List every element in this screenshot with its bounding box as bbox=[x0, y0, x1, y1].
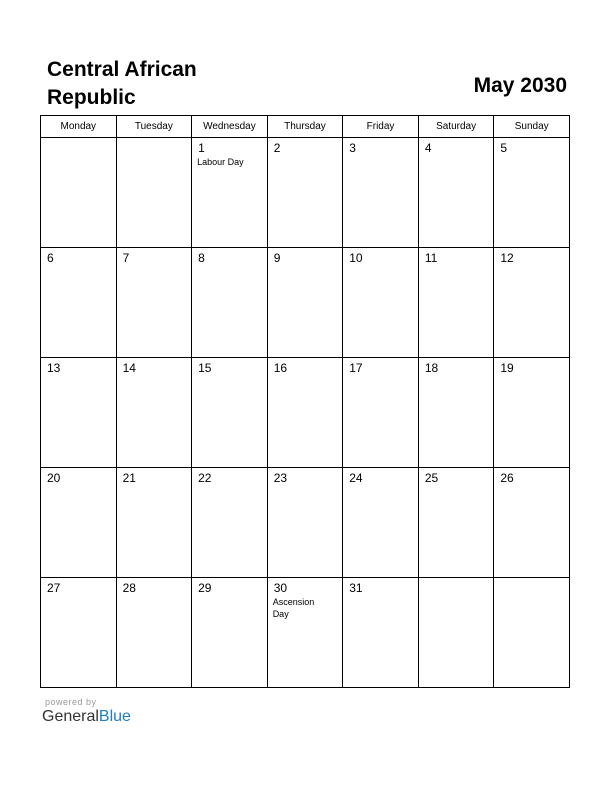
day-cell bbox=[343, 248, 419, 358]
day-number: 14 bbox=[122, 361, 136, 375]
day-number: 1 bbox=[198, 141, 205, 155]
weekday-wednesday: Wednesday bbox=[192, 116, 268, 138]
day-number bbox=[419, 578, 494, 581]
day-number bbox=[117, 138, 192, 141]
day-cell bbox=[116, 138, 192, 248]
day-cell bbox=[494, 358, 570, 468]
day-cell bbox=[192, 248, 268, 358]
powered-by-text: powered by bbox=[45, 697, 97, 707]
day-cell bbox=[267, 358, 343, 468]
day-cell bbox=[418, 138, 494, 248]
weekday-sunday: Sunday bbox=[494, 116, 570, 138]
day-number: 27 bbox=[47, 581, 61, 595]
footer bbox=[42, 697, 131, 727]
day-cell bbox=[494, 138, 570, 248]
day-cell bbox=[494, 248, 570, 358]
weekday-monday: Monday bbox=[41, 116, 117, 138]
day-cell bbox=[343, 578, 419, 688]
day-cell bbox=[418, 248, 494, 358]
calendar-grid bbox=[40, 115, 570, 688]
day-cell bbox=[343, 138, 419, 248]
day-cell bbox=[343, 468, 419, 578]
country-title bbox=[47, 56, 307, 112]
day-number: 4 bbox=[424, 141, 432, 155]
day-cell bbox=[192, 578, 268, 688]
day-number: 7 bbox=[122, 251, 130, 265]
day-cell bbox=[116, 358, 192, 468]
day-cell bbox=[494, 468, 570, 578]
day-cell bbox=[418, 578, 494, 688]
day-number: 6 bbox=[47, 251, 54, 265]
day-number: 9 bbox=[273, 251, 281, 265]
day-cell bbox=[41, 138, 117, 248]
day-number: 19 bbox=[500, 361, 514, 375]
day-cell bbox=[116, 578, 192, 688]
calendar-table bbox=[40, 115, 570, 688]
day-cell bbox=[343, 358, 419, 468]
day-number: 28 bbox=[122, 581, 136, 595]
day-number: 2 bbox=[273, 141, 281, 155]
day-cell bbox=[41, 248, 117, 358]
month-year-title: May 2030 bbox=[473, 74, 567, 97]
weekday-friday: Friday bbox=[343, 116, 419, 138]
holiday-label: Labour Day bbox=[197, 157, 244, 167]
day-cell bbox=[192, 138, 268, 248]
week-row bbox=[41, 248, 570, 358]
day-cell bbox=[267, 468, 343, 578]
day-number: 26 bbox=[500, 471, 514, 485]
brand-blue: Blue bbox=[98, 708, 131, 725]
day-cell bbox=[494, 578, 570, 688]
day-number: 29 bbox=[198, 581, 212, 595]
holiday-label: Ascension Day bbox=[272, 597, 315, 619]
day-number: 31 bbox=[349, 581, 363, 595]
day-number: 20 bbox=[47, 471, 61, 485]
day-number: 10 bbox=[349, 251, 363, 265]
day-number: 18 bbox=[424, 361, 439, 375]
day-number: 12 bbox=[500, 251, 514, 265]
day-number: 11 bbox=[424, 251, 438, 265]
weeks-body bbox=[41, 138, 570, 688]
day-cell bbox=[192, 358, 268, 468]
day-number: 15 bbox=[198, 361, 212, 375]
day-number: 22 bbox=[198, 471, 212, 485]
day-cell bbox=[192, 468, 268, 578]
weekday-header-row bbox=[41, 116, 570, 138]
country-title-line1: Central African bbox=[47, 58, 197, 81]
week-row bbox=[41, 578, 570, 688]
day-number: 17 bbox=[349, 361, 363, 375]
calendar-header bbox=[47, 56, 567, 114]
day-cell bbox=[41, 358, 117, 468]
day-cell bbox=[116, 468, 192, 578]
day-cell bbox=[267, 248, 343, 358]
brand-general: General bbox=[42, 708, 99, 725]
weekday-thursday: Thursday bbox=[267, 116, 343, 138]
country-title-line2: Republic bbox=[47, 86, 136, 109]
day-cell bbox=[418, 358, 494, 468]
day-cell bbox=[418, 468, 494, 578]
day-cell bbox=[267, 578, 343, 688]
brand-logo bbox=[42, 707, 131, 727]
weekday-tuesday: Tuesday bbox=[116, 116, 192, 138]
day-number bbox=[41, 138, 116, 141]
day-number: 16 bbox=[273, 361, 288, 375]
day-cell bbox=[41, 468, 117, 578]
day-cell bbox=[267, 138, 343, 248]
day-number: 25 bbox=[424, 471, 439, 485]
day-number bbox=[494, 578, 569, 581]
day-number: 30 bbox=[273, 581, 288, 595]
week-row bbox=[41, 468, 570, 578]
week-row bbox=[41, 138, 570, 248]
day-number: 5 bbox=[500, 141, 508, 155]
day-number: 13 bbox=[47, 361, 61, 375]
week-row bbox=[41, 358, 570, 468]
day-cell bbox=[41, 578, 117, 688]
day-number: 3 bbox=[349, 141, 356, 155]
day-number: 23 bbox=[273, 471, 288, 485]
day-number: 8 bbox=[198, 251, 205, 265]
day-number: 21 bbox=[122, 471, 136, 485]
day-number: 24 bbox=[349, 471, 363, 485]
day-cell bbox=[116, 248, 192, 358]
weekday-saturday: Saturday bbox=[418, 116, 494, 138]
